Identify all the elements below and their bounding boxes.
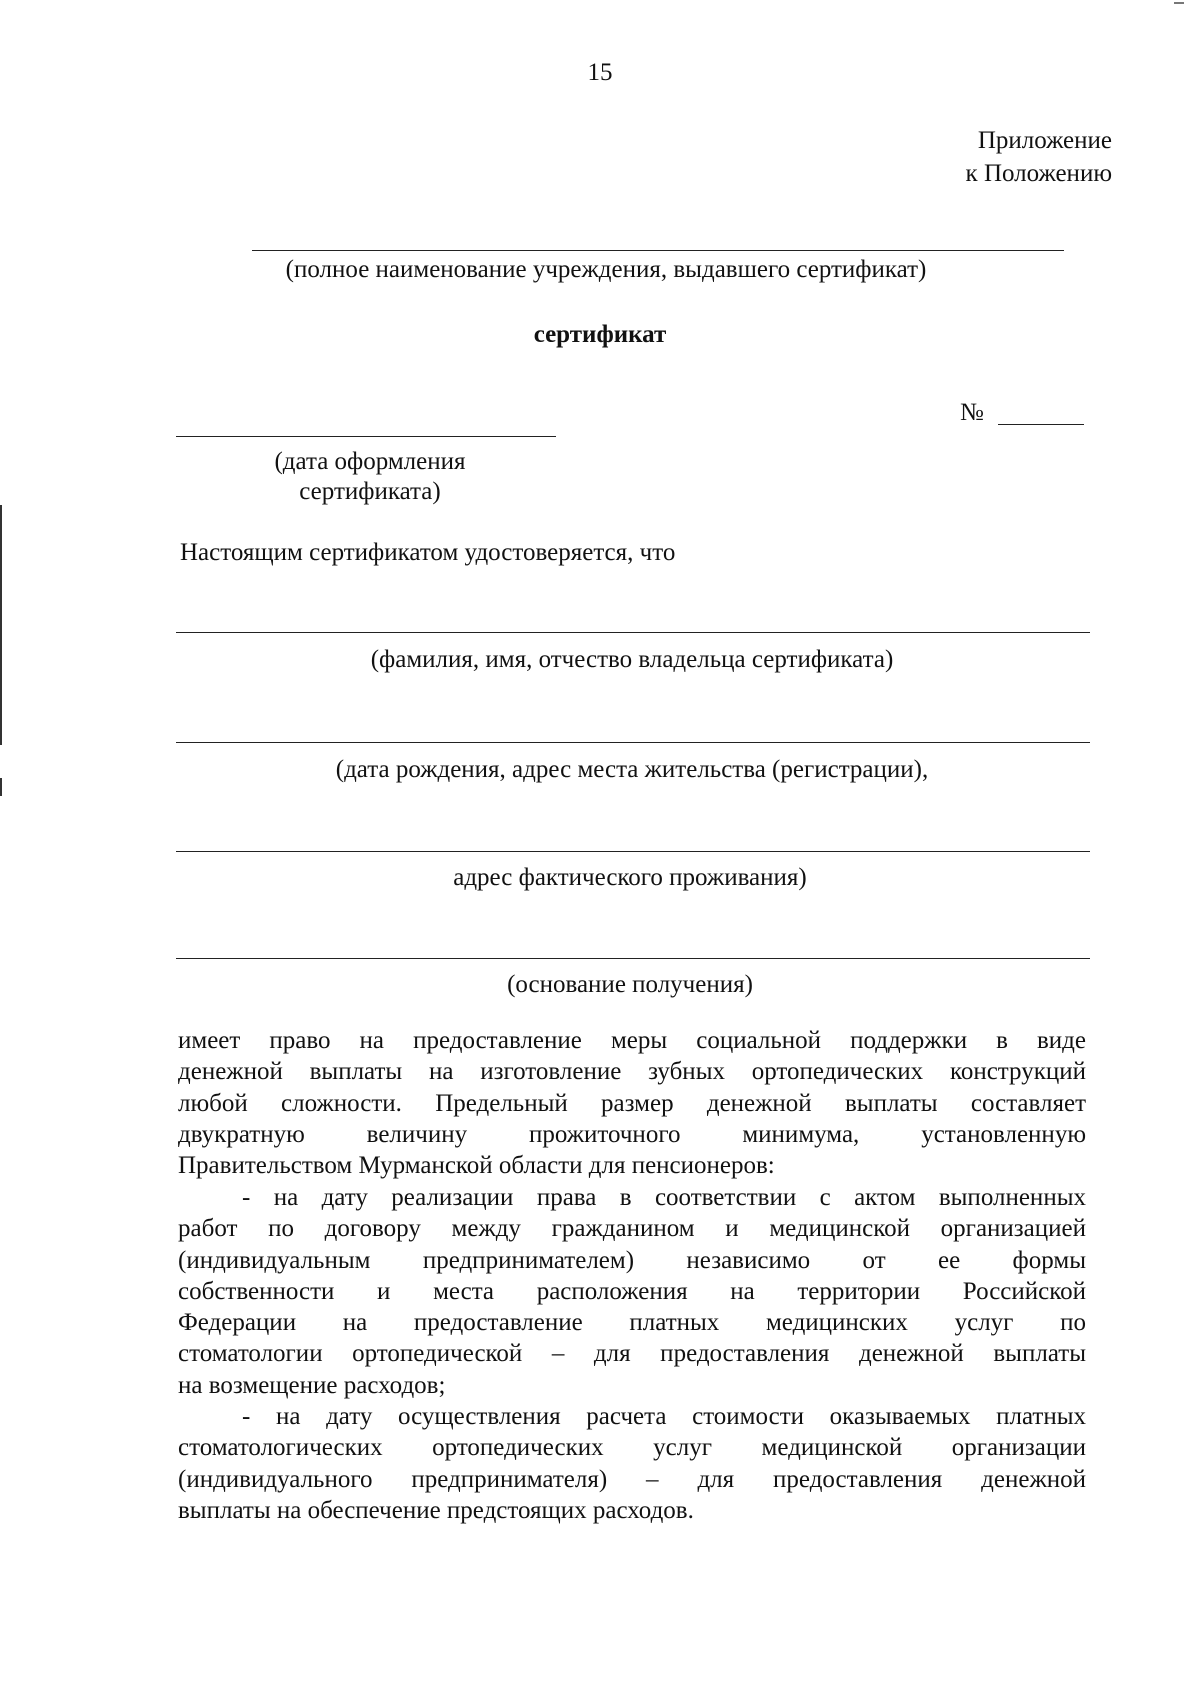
actual-address-line xyxy=(176,851,1090,852)
body-line: выплаты на обеспечение предстоящих расходов. xyxy=(178,1496,694,1524)
body-line: имеет право на предоставление меры социальной поддержки в виде xyxy=(178,1027,1086,1054)
number-line xyxy=(998,424,1084,425)
holder-caption: (фамилия, имя, отчество владельца сертификата) xyxy=(370,646,894,673)
body-line: - на дату осуществления расчета стоимости оказываемых платных xyxy=(242,1403,1086,1430)
body-line: денежной выплаты на изготовление зубных ортопедических конструкций xyxy=(178,1058,1086,1086)
body-paragraph-2 xyxy=(178,1182,1086,1401)
institution-line xyxy=(252,250,1064,251)
holder-line xyxy=(176,632,1090,633)
body-line: (индивидуального предпринимателя) – для предоставления денежной xyxy=(178,1465,1086,1493)
actual-address-caption: адрес фактического проживания) xyxy=(453,864,807,891)
date-line xyxy=(176,436,556,437)
basis-caption: (основание получения) xyxy=(507,971,753,998)
body-line: (индивидуальным предпринимателем) независимо от ее формы xyxy=(178,1246,1086,1274)
number-label: № xyxy=(960,399,984,426)
body-line: стоматологических ортопедических услуг медицинской организации xyxy=(178,1434,1086,1462)
date-caption xyxy=(230,447,510,507)
appendix-header xyxy=(966,124,1112,190)
corner-mark xyxy=(1174,2,1184,4)
certificate-number xyxy=(960,398,984,428)
institution-caption: (полное наименование учреждения, выдавшего сертификат) xyxy=(285,256,927,283)
intro-text: Настоящим сертификатом удостоверяется, что xyxy=(180,539,676,566)
birth-address-caption: (дата рождения, адрес места жительства (регистрации), xyxy=(335,756,929,783)
body-paragraph-3 xyxy=(178,1401,1086,1526)
body-line: стоматологии ортопедической – для предоставления денежной выплаты xyxy=(178,1340,1086,1368)
date-caption-line: (дата оформления xyxy=(274,448,466,475)
body-line: собственности и места расположения на территории Российской xyxy=(178,1277,1086,1305)
body-line: - на дату реализации права в соответствии с актом выполненных xyxy=(242,1184,1086,1211)
appendix-line: Приложение xyxy=(977,127,1112,154)
binding-mark xyxy=(0,505,2,745)
body-line: Федерации на предоставление платных медицинских услуг по xyxy=(178,1309,1086,1337)
certificate-title: сертификат xyxy=(533,321,667,348)
body-line: двукратную величину прожиточного минимума, установленную xyxy=(178,1120,1086,1148)
birth-address-line xyxy=(176,742,1090,743)
body-line: работ по договору между гражданином и медицинской организацией xyxy=(178,1215,1086,1243)
body-line: на возмещение расходов; xyxy=(178,1371,446,1399)
body-line: Правительством Мурманской области для пенсионеров: xyxy=(178,1152,775,1180)
body-paragraph-1 xyxy=(178,1025,1086,1181)
page-number: 15 xyxy=(587,59,613,86)
appendix-line: к Положению xyxy=(965,160,1112,187)
body-line: любой сложности. Предельный размер денежной выплаты составляет xyxy=(178,1089,1086,1117)
date-caption-line: сертификата) xyxy=(299,478,441,505)
basis-line xyxy=(176,958,1090,959)
